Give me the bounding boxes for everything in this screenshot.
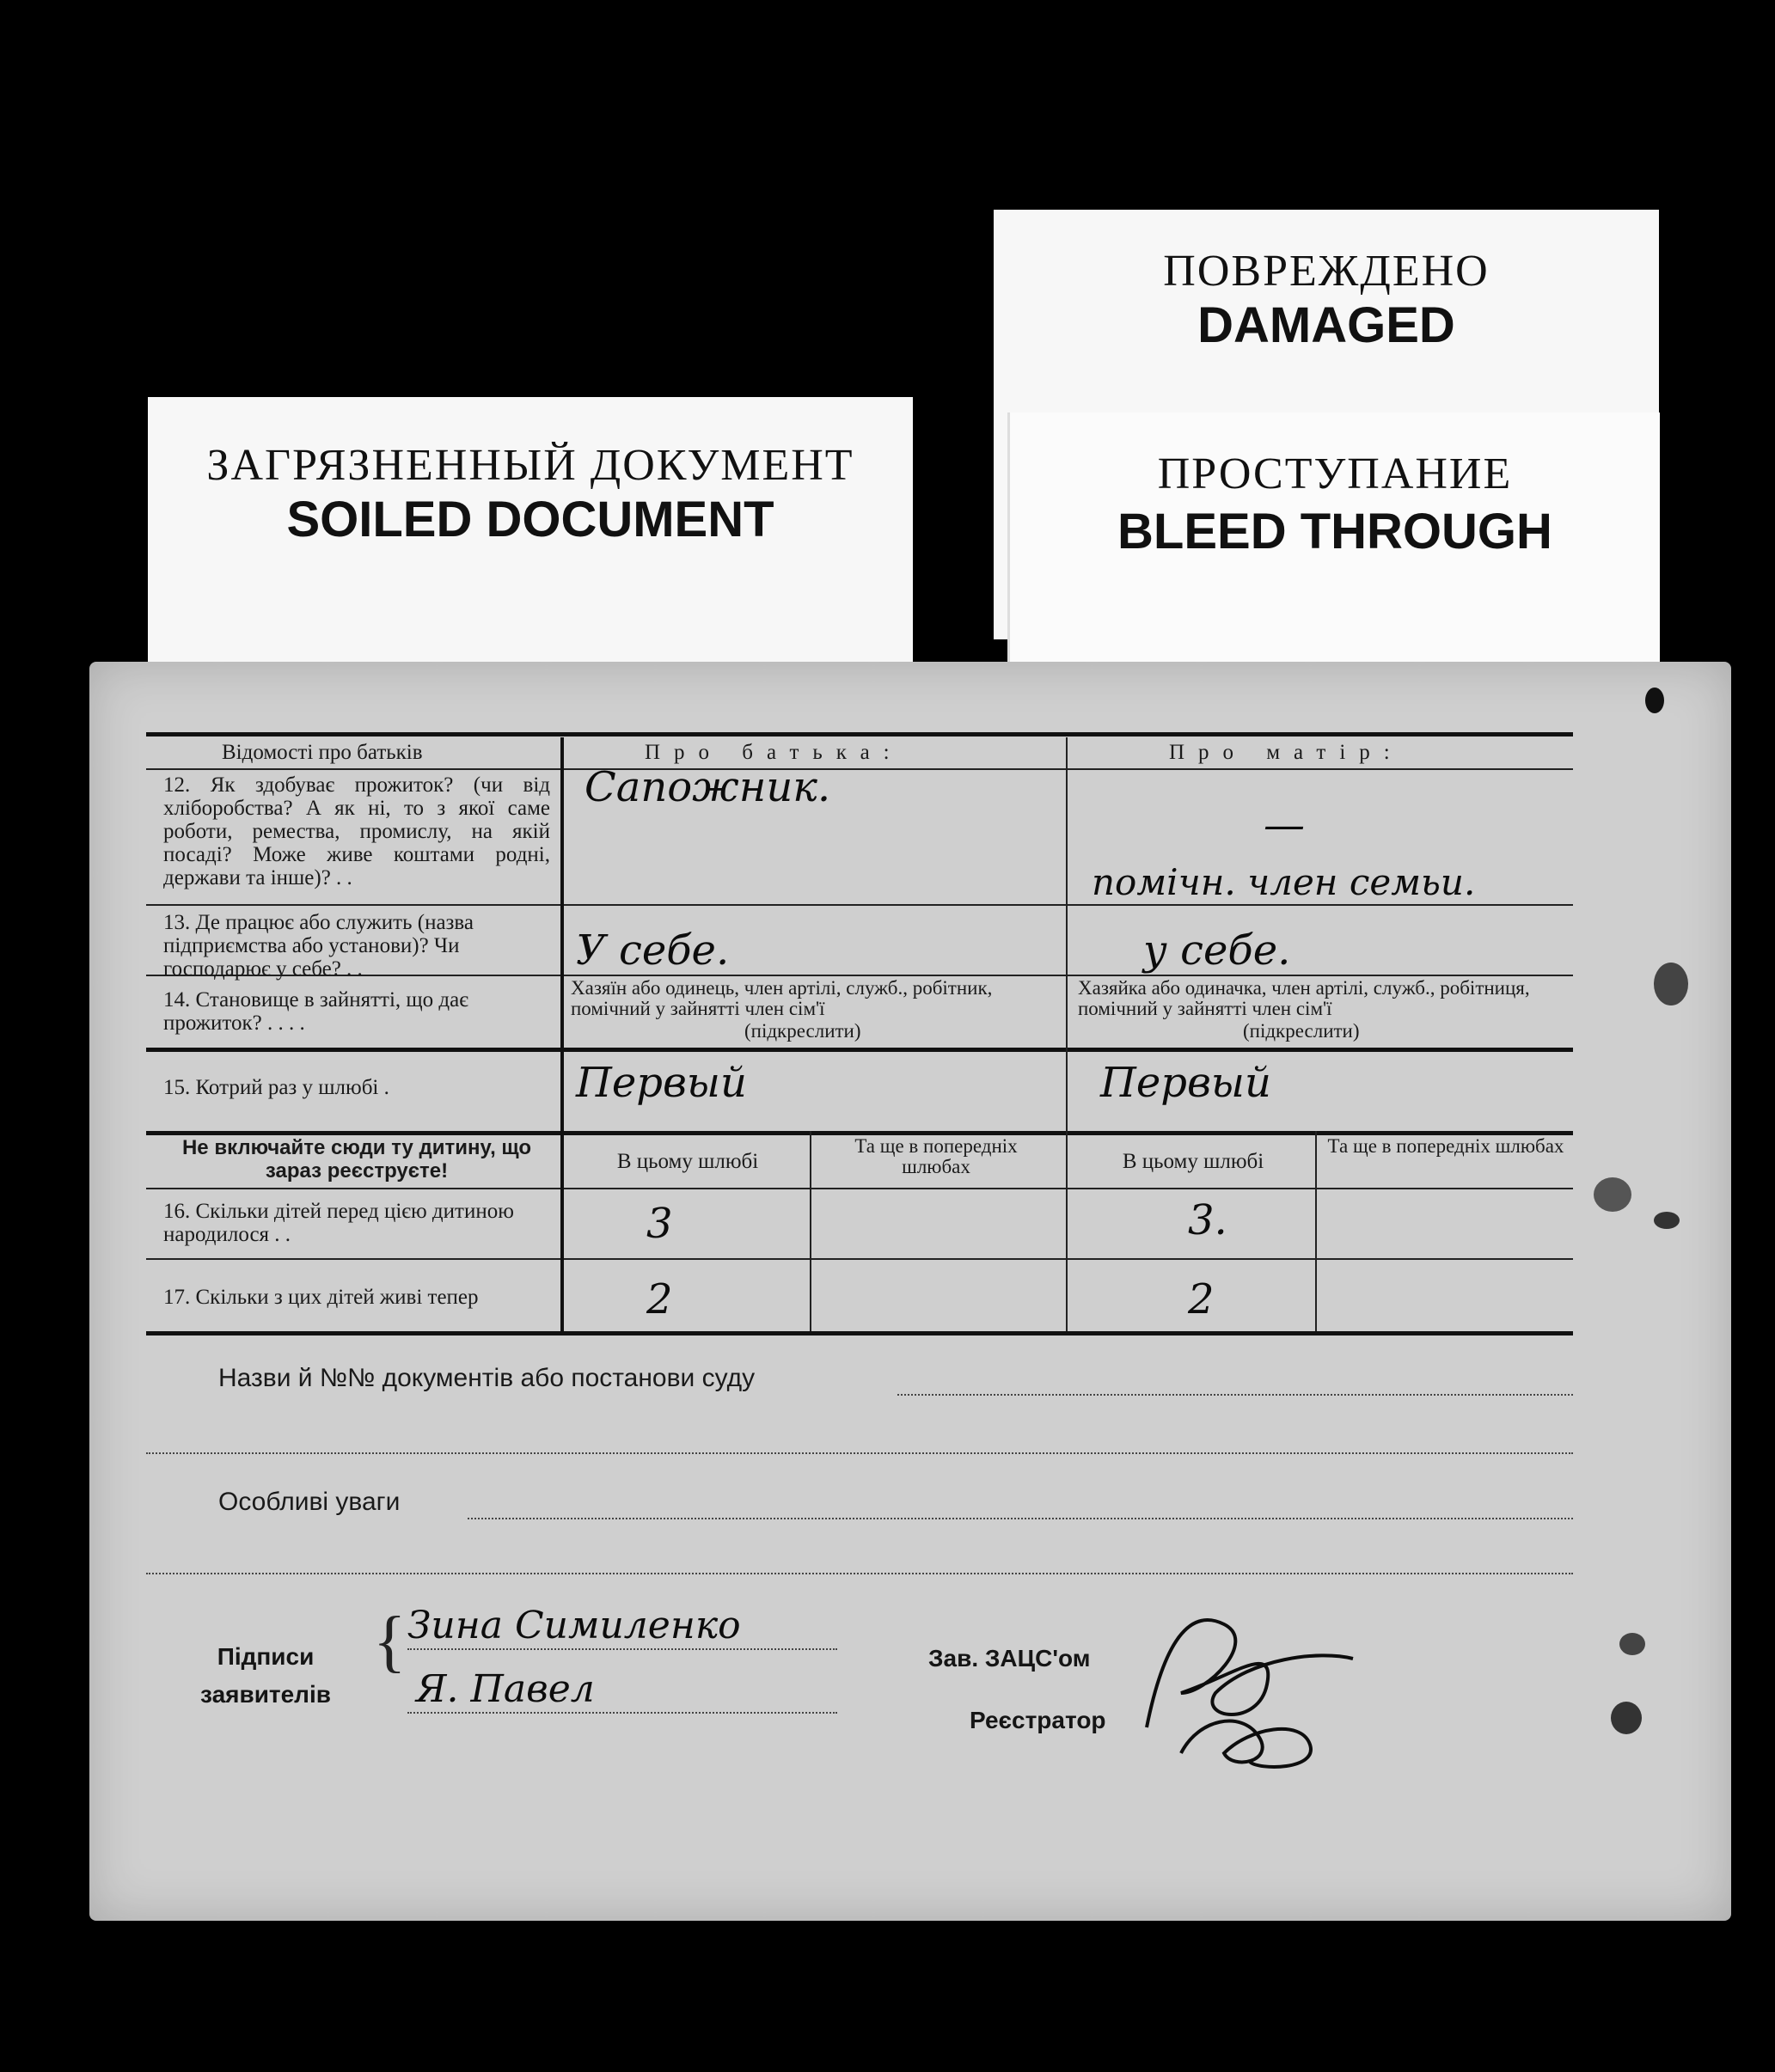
official-signature bbox=[1129, 1590, 1387, 1779]
mother-this-marriage-header: В цьому шлюбі bbox=[1122, 1150, 1264, 1173]
applicant-signature-1: Зина Симиленко bbox=[407, 1604, 741, 1647]
father-this-marriage-header: В цьому шлюбі bbox=[616, 1150, 759, 1173]
soiled-document-card bbox=[148, 397, 913, 663]
mother-prev-marriage-header: Та ще в попередніх шлюбах bbox=[1327, 1135, 1564, 1157]
head-zags-label: Зав. ЗАЦС'ом bbox=[928, 1645, 1091, 1672]
row16-mother-count: 3. bbox=[1188, 1196, 1227, 1244]
row12-mother-answer: помічн. член семьи. bbox=[1092, 861, 1476, 903]
bleed-through-card bbox=[1007, 413, 1660, 670]
row14-mother-options: Хазяйка або одиначка, член артілі, служб., робітниця, помічний у зайнятті член сім'ї bbox=[1078, 977, 1530, 1019]
documents-label: Назви й №№ документів або постанови суду bbox=[218, 1364, 756, 1392]
header-mother: Про матір: bbox=[1169, 741, 1404, 764]
row13-father-answer: У себе. bbox=[576, 926, 730, 975]
bleed-label-ru: ПРОСТУПАНИЕ bbox=[1157, 449, 1513, 498]
signatures-label: Підписи заявителів bbox=[200, 1643, 331, 1708]
row15-label: 15. Котрий раз у шлюбі . bbox=[163, 1076, 389, 1099]
row14-father-options: Хазяїн або одинець, член артілі, служб., робітник, помічний у зайнятті член сім'ї bbox=[571, 977, 993, 1019]
row13-mother-answer: у себе. bbox=[1143, 926, 1291, 975]
row14-mother-hint: (підкреслити) bbox=[1243, 1020, 1360, 1042]
applicant-signature-2: Я. Павел bbox=[416, 1667, 595, 1711]
registrar-label: Реєстратор bbox=[970, 1707, 1106, 1733]
row16-father-count: 3 bbox=[646, 1200, 673, 1248]
header-father: Про батька: bbox=[645, 741, 903, 764]
row15-father-answer: Первый bbox=[576, 1059, 747, 1107]
row13-label: 13. Де працює або служить (назва підприємства або установи)? Чи господарює у себе? . . bbox=[163, 911, 474, 981]
row12-father-answer: Сапожник. bbox=[585, 763, 831, 811]
row17-father-count: 2 bbox=[646, 1275, 673, 1323]
row12-mother-dash: — bbox=[1264, 801, 1305, 849]
remarks-label: Особливі уваги bbox=[218, 1488, 401, 1516]
row17-mother-count: 2 bbox=[1188, 1275, 1215, 1323]
damaged-label-en: DAMAGED bbox=[1197, 297, 1455, 353]
father-prev-marriage-header: Та ще в попередніх шлюбах bbox=[854, 1135, 1018, 1177]
exclude-child-note: Не включайте сюди ту дитину, що зараз реєструєте! bbox=[181, 1136, 532, 1183]
row14-label: 14. Становище в зайнятті, що дає прожиток? . . . . bbox=[163, 988, 468, 1035]
row17-label: 17. Скільки з цих дітей живі тепер bbox=[163, 1286, 479, 1309]
registration-form-sheet bbox=[89, 662, 1731, 1921]
soiled-label-en: SOILED DOCUMENT bbox=[286, 492, 774, 547]
bleed-label-en: BLEED THROUGH bbox=[1117, 504, 1552, 559]
row12-label: 12. Як здобуває прожиток? (чи від хліборобства? А як ні, то з якої саме роботи, ремества, промислу, на якій посаді? Може живе коштами родні, держави та інше)? . . bbox=[163, 773, 550, 889]
signatures-brace: { bbox=[373, 1604, 407, 1679]
header-parents-info: Відомості про батьків bbox=[222, 741, 423, 764]
row15-mother-answer: Первый bbox=[1100, 1059, 1271, 1107]
damaged-label-ru: ПОВРЕЖДЕНО bbox=[1163, 247, 1490, 296]
soiled-label-ru: ЗАГРЯЗНЕННЫЙ ДОКУМЕНТ bbox=[206, 441, 854, 490]
row14-father-hint: (підкреслити) bbox=[744, 1020, 861, 1042]
row16-label: 16. Скільки дітей перед цією дитиною народилося . . bbox=[163, 1200, 514, 1246]
